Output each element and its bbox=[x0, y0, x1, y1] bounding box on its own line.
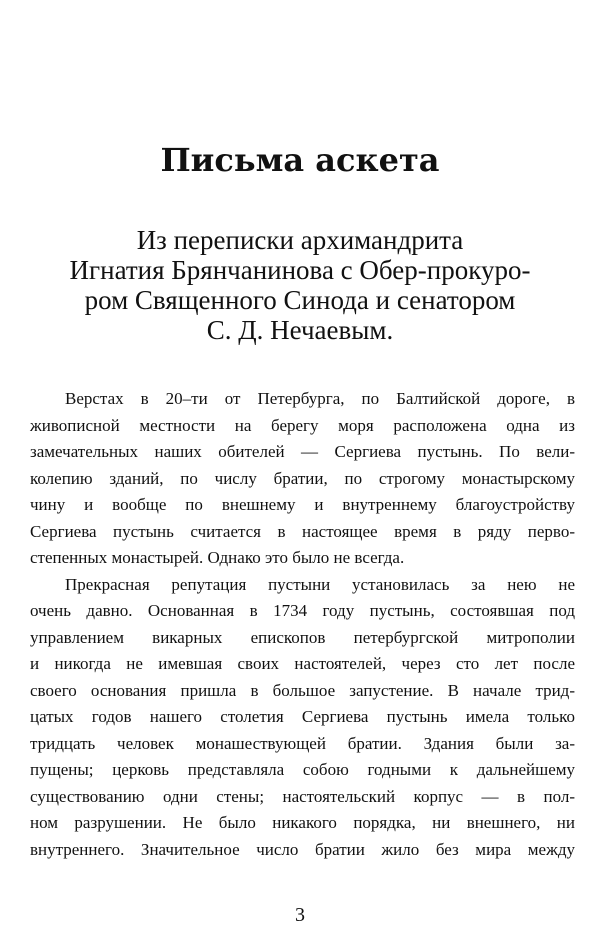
subtitle-line: ром Священного Синода и сенатором bbox=[84, 285, 516, 315]
text-line: Верстах в 20–ти от Петербурга, по Балтийской дороге, в bbox=[65, 389, 575, 408]
page-number: 3 bbox=[295, 904, 305, 926]
text-line: внутреннего. Значительное число братии жило без мира между bbox=[30, 839, 575, 859]
text-line: чину и вообще по внешнему и внутреннему благоустройству bbox=[30, 495, 575, 514]
text-line: существованию одни стены; настоятельский корпус — в пол- bbox=[30, 786, 575, 806]
paragraph bbox=[30, 572, 575, 864]
body-text bbox=[30, 386, 575, 863]
text-line: и никогда не имевшая своих настоятелей, через сто лет после bbox=[30, 654, 575, 673]
text-line: управлением викарных епископов петербургской митрополии bbox=[30, 627, 575, 647]
text-line: колепию зданий, по числу братии, по строгому монастырскому bbox=[30, 468, 575, 488]
text-line: живописной местности на берегу моря расположена одна из bbox=[30, 415, 575, 435]
text-line: Прекрасная репутация пустыни установилась за нею не bbox=[65, 574, 575, 594]
subtitle bbox=[0, 225, 600, 345]
page-title: Письма аскета bbox=[160, 141, 440, 179]
text-line: тридцать человек монашествующей братии. Здания были за- bbox=[30, 733, 575, 753]
subtitle-line: Игнатия Брянчанинова с Обер-прокуро- bbox=[69, 255, 531, 285]
text-line: Сергиева пустынь считается в настоящее время в ряду перво- bbox=[30, 521, 575, 541]
subtitle-line: С. Д. Нечаевым. bbox=[206, 315, 394, 345]
text-line: ном разрушении. Не было никакого порядка, ни внешнего, ни bbox=[30, 813, 575, 832]
text-line: очень давно. Основанная в 1734 году пустынь, состоявшая под bbox=[30, 601, 575, 620]
text-line: цатых годов нашего столетия Сергиева пустынь имела только bbox=[30, 707, 575, 726]
paragraph bbox=[30, 386, 575, 572]
text-line: пущены; церковь представляла собою годными к дальнейшему bbox=[30, 760, 575, 779]
text-line: своего основания пришла в большое запустение. В начале трид- bbox=[30, 680, 575, 700]
text-line: степенных монастырей. Однако это было не всегда. bbox=[30, 548, 405, 567]
subtitle-line: Из переписки архимандрита bbox=[136, 225, 464, 255]
text-line: замечательных наших обителей — Сергиева пустынь. По вели- bbox=[30, 442, 575, 461]
